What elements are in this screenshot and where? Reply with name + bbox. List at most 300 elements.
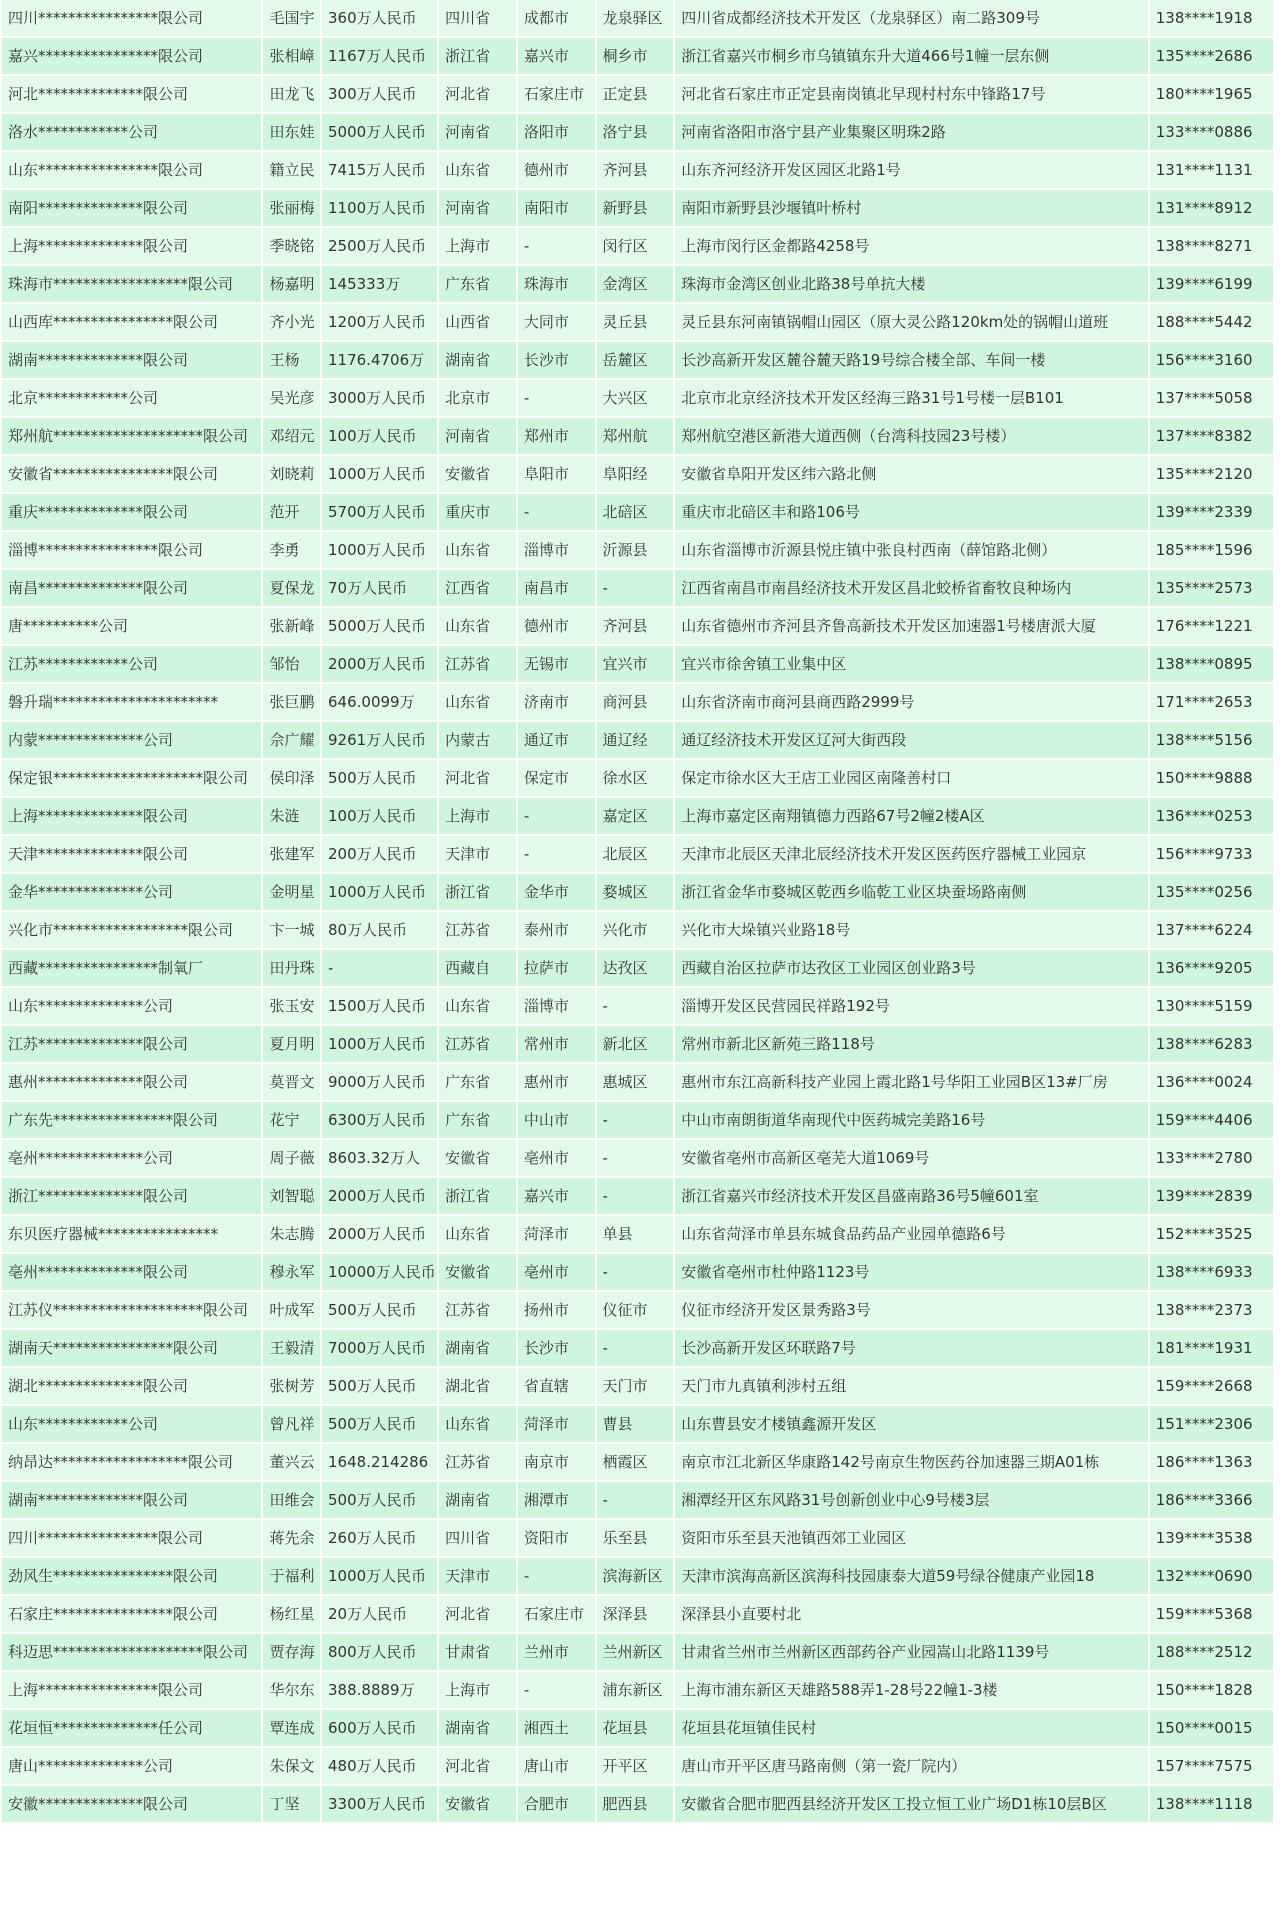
province-cell: 安徽省 — [439, 1254, 516, 1290]
legal-person-cell: 丁坚 — [263, 1786, 320, 1822]
registered-capital-cell: 500万人民币 — [322, 1482, 437, 1518]
address-cell: 湘潭经开区东风路31号创新创业中心9号楼3层 — [675, 1482, 1148, 1518]
legal-person-cell: 夏保龙 — [263, 570, 320, 606]
company-name-cell: 湖北**************限公司 — [2, 1368, 261, 1404]
district-cell: - — [597, 1482, 674, 1518]
city-cell: 保定市 — [518, 760, 595, 796]
company-name-cell: 四川****************限公司 — [2, 0, 261, 36]
legal-person-cell: 田东娃 — [263, 114, 320, 150]
district-cell: 沂源县 — [597, 532, 674, 568]
district-cell: 大兴区 — [597, 380, 674, 416]
phone-cell: 152****3525 — [1150, 1216, 1273, 1252]
table-row — [2, 646, 1273, 682]
address-cell: 重庆市北碚区丰和路106号 — [675, 494, 1148, 530]
address-cell: 山东省德州市齐河县齐鲁高新技术开发区加速器1号楼唐派大厦 — [675, 608, 1148, 644]
district-cell: 宜兴市 — [597, 646, 674, 682]
province-cell: 河北省 — [439, 1596, 516, 1632]
registered-capital-cell: 5000万人民币 — [322, 114, 437, 150]
phone-cell: 139****3538 — [1150, 1520, 1273, 1556]
address-cell: 甘肃省兰州市兰州新区西部药谷产业园嵩山北路1139号 — [675, 1634, 1148, 1670]
city-cell: 亳州市 — [518, 1254, 595, 1290]
registered-capital-cell: 360万人民币 — [322, 0, 437, 36]
table-row — [2, 608, 1273, 644]
legal-person-cell: 张丽梅 — [263, 190, 320, 226]
city-cell: 拉萨市 — [518, 950, 595, 986]
phone-cell: 135****2686 — [1150, 38, 1273, 74]
company-name-cell: 广东先****************限公司 — [2, 1102, 261, 1138]
address-cell: 天门市九真镇利涉村五组 — [675, 1368, 1148, 1404]
city-cell: 南昌市 — [518, 570, 595, 606]
phone-cell: 138****6933 — [1150, 1254, 1273, 1290]
province-cell: 浙江省 — [439, 874, 516, 910]
province-cell: 重庆市 — [439, 494, 516, 530]
address-cell: 安徽省阜阳开发区纬六路北侧 — [675, 456, 1148, 492]
phone-cell: 132****0690 — [1150, 1558, 1273, 1594]
legal-person-cell: 贾存海 — [263, 1634, 320, 1670]
legal-person-cell: 张相嶂 — [263, 38, 320, 74]
company-name-cell: 南昌**************限公司 — [2, 570, 261, 606]
legal-person-cell: 田龙飞 — [263, 76, 320, 112]
legal-person-cell: 朱保文 — [263, 1748, 320, 1784]
company-name-cell: 山东**************公司 — [2, 988, 261, 1024]
province-cell: 浙江省 — [439, 38, 516, 74]
registered-capital-cell: 20万人民币 — [322, 1596, 437, 1632]
company-name-cell: 嘉兴****************限公司 — [2, 38, 261, 74]
phone-cell: 130****5159 — [1150, 988, 1273, 1024]
legal-person-cell: 籍立民 — [263, 152, 320, 188]
city-cell: 长沙市 — [518, 1330, 595, 1366]
legal-person-cell: 李勇 — [263, 532, 320, 568]
table-row — [2, 1102, 1273, 1138]
address-cell: 南阳市新野县沙堰镇叶桥村 — [675, 190, 1148, 226]
city-cell: 金华市 — [518, 874, 595, 910]
province-cell: 北京市 — [439, 380, 516, 416]
table-row — [2, 1520, 1273, 1556]
address-cell: 资阳市乐至县天池镇西郊工业园区 — [675, 1520, 1148, 1556]
address-cell: 兴化市大垛镇兴业路18号 — [675, 912, 1148, 948]
table-row — [2, 722, 1273, 758]
city-cell: 珠海市 — [518, 266, 595, 302]
registered-capital-cell: 388.8889万 — [322, 1672, 437, 1708]
legal-person-cell: 曾凡祥 — [263, 1406, 320, 1442]
address-cell: 山东曹县安才楼镇鑫源开发区 — [675, 1406, 1148, 1442]
phone-cell: 136****0024 — [1150, 1064, 1273, 1100]
city-cell: 嘉兴市 — [518, 38, 595, 74]
registered-capital-cell: 2000万人民币 — [322, 646, 437, 682]
address-cell: 中山市南朗街道华南现代中医药城完美路16号 — [675, 1102, 1148, 1138]
address-cell: 安徽省亳州市高新区亳芜大道1069号 — [675, 1140, 1148, 1176]
registered-capital-cell: 7000万人民币 — [322, 1330, 437, 1366]
city-cell: - — [518, 228, 595, 264]
city-cell: 惠州市 — [518, 1064, 595, 1100]
company-name-cell: 保定银********************限公司 — [2, 760, 261, 796]
company-name-cell: 湖南**************限公司 — [2, 342, 261, 378]
phone-cell: 156****9733 — [1150, 836, 1273, 872]
province-cell: 天津市 — [439, 1558, 516, 1594]
phone-cell: 136****9205 — [1150, 950, 1273, 986]
phone-cell: 150****9888 — [1150, 760, 1273, 796]
registered-capital-cell: 2500万人民币 — [322, 228, 437, 264]
legal-person-cell: 刘智聪 — [263, 1178, 320, 1214]
phone-cell: 139****6199 — [1150, 266, 1273, 302]
registered-capital-cell: - — [322, 950, 437, 986]
table-row — [2, 114, 1273, 150]
district-cell: 惠城区 — [597, 1064, 674, 1100]
registered-capital-cell: 1100万人民币 — [322, 190, 437, 226]
legal-person-cell: 吴光彦 — [263, 380, 320, 416]
legal-person-cell: 季晓铭 — [263, 228, 320, 264]
city-cell: 大同市 — [518, 304, 595, 340]
table-row — [2, 684, 1273, 720]
province-cell: 广东省 — [439, 1102, 516, 1138]
district-cell: - — [597, 1178, 674, 1214]
phone-cell: 133****0886 — [1150, 114, 1273, 150]
company-name-cell: 花垣恒**************任公司 — [2, 1710, 261, 1746]
address-cell: 上海市浦东新区天雄路588弄1-28号22幢1-3楼 — [675, 1672, 1148, 1708]
registered-capital-cell: 646.0099万 — [322, 684, 437, 720]
legal-person-cell: 杨嘉明 — [263, 266, 320, 302]
district-cell: 开平区 — [597, 1748, 674, 1784]
phone-cell: 135****0256 — [1150, 874, 1273, 910]
registered-capital-cell: 1000万人民币 — [322, 532, 437, 568]
address-cell: 北京市北京经济技术开发区经海三路31号1号楼一层B101 — [675, 380, 1148, 416]
registered-capital-cell: 300万人民币 — [322, 76, 437, 112]
company-name-cell: 山东****************限公司 — [2, 152, 261, 188]
address-cell: 河南省洛阳市洛宁县产业集聚区明珠2路 — [675, 114, 1148, 150]
registered-capital-cell: 500万人民币 — [322, 1406, 437, 1442]
table-row — [2, 1482, 1273, 1518]
company-name-cell: 金华**************公司 — [2, 874, 261, 910]
legal-person-cell: 周子薇 — [263, 1140, 320, 1176]
legal-person-cell: 王杨 — [263, 342, 320, 378]
registered-capital-cell: 500万人民币 — [322, 1292, 437, 1328]
company-name-cell: 西藏****************制氧厂 — [2, 950, 261, 986]
table-row — [2, 1292, 1273, 1328]
district-cell: 单县 — [597, 1216, 674, 1252]
district-cell: 郑州航 — [597, 418, 674, 454]
city-cell: 南京市 — [518, 1444, 595, 1480]
company-name-cell: 唐**********公司 — [2, 608, 261, 644]
address-cell: 安徽省合肥市肥西县经济开发区工投立恒工业广场D1栋10层B区 — [675, 1786, 1148, 1822]
registered-capital-cell: 8603.32万人 — [322, 1140, 437, 1176]
district-cell: 花垣县 — [597, 1710, 674, 1746]
legal-person-cell: 张巨鹏 — [263, 684, 320, 720]
table-row — [2, 1330, 1273, 1366]
legal-person-cell: 佘广耀 — [263, 722, 320, 758]
district-cell: 肥西县 — [597, 1786, 674, 1822]
phone-cell: 138****5156 — [1150, 722, 1273, 758]
address-cell: 珠海市金湾区创业北路38号单抗大楼 — [675, 266, 1148, 302]
district-cell: 商河县 — [597, 684, 674, 720]
company-name-cell: 纳昂达******************限公司 — [2, 1444, 261, 1480]
phone-cell: 188****2512 — [1150, 1634, 1273, 1670]
company-name-cell: 江苏**************限公司 — [2, 1026, 261, 1062]
district-cell: 婺城区 — [597, 874, 674, 910]
province-cell: 西藏自 — [439, 950, 516, 986]
address-cell: 天津市北辰区天津北辰经济技术开发区医药医疗器械工业园京 — [675, 836, 1148, 872]
district-cell: 灵丘县 — [597, 304, 674, 340]
province-cell: 山东省 — [439, 608, 516, 644]
phone-cell: 151****2306 — [1150, 1406, 1273, 1442]
phone-cell: 150****1828 — [1150, 1672, 1273, 1708]
province-cell: 江苏省 — [439, 1292, 516, 1328]
city-cell: 南阳市 — [518, 190, 595, 226]
company-name-cell: 天津**************限公司 — [2, 836, 261, 872]
legal-person-cell: 莫晋文 — [263, 1064, 320, 1100]
province-cell: 山东省 — [439, 1406, 516, 1442]
province-cell: 江西省 — [439, 570, 516, 606]
registered-capital-cell: 800万人民币 — [322, 1634, 437, 1670]
province-cell: 河南省 — [439, 190, 516, 226]
province-cell: 河南省 — [439, 114, 516, 150]
table-row — [2, 1368, 1273, 1404]
province-cell: 浙江省 — [439, 1178, 516, 1214]
company-name-cell: 浙江**************限公司 — [2, 1178, 261, 1214]
table-row — [2, 874, 1273, 910]
registered-capital-cell: 145333万 — [322, 266, 437, 302]
phone-cell: 136****0253 — [1150, 798, 1273, 834]
company-name-cell: 重庆**************限公司 — [2, 494, 261, 530]
table-row — [2, 1558, 1273, 1594]
province-cell: 内蒙古 — [439, 722, 516, 758]
address-cell: 浙江省嘉兴市桐乡市乌镇镇东升大道466号1幢一层东侧 — [675, 38, 1148, 74]
phone-cell: 131****1131 — [1150, 152, 1273, 188]
registered-capital-cell: 6300万人民币 — [322, 1102, 437, 1138]
district-cell: 新北区 — [597, 1026, 674, 1062]
legal-person-cell: 齐小光 — [263, 304, 320, 340]
company-name-cell: 上海**************限公司 — [2, 798, 261, 834]
registered-capital-cell: 3000万人民币 — [322, 380, 437, 416]
province-cell: 湖南省 — [439, 1482, 516, 1518]
table-row — [2, 266, 1273, 302]
district-cell: 兰州新区 — [597, 1634, 674, 1670]
district-cell: - — [597, 1254, 674, 1290]
legal-person-cell: 田丹珠 — [263, 950, 320, 986]
district-cell: 齐河县 — [597, 152, 674, 188]
company-name-cell: 湖南**************限公司 — [2, 1482, 261, 1518]
province-cell: 山西省 — [439, 304, 516, 340]
registered-capital-cell: 5000万人民币 — [322, 608, 437, 644]
city-cell: 成都市 — [518, 0, 595, 36]
company-name-cell: 安徽**************限公司 — [2, 1786, 261, 1822]
registered-capital-cell: 10000万人民币 — [322, 1254, 437, 1290]
legal-person-cell: 叶成军 — [263, 1292, 320, 1328]
city-cell: 唐山市 — [518, 1748, 595, 1784]
phone-cell: 138****1918 — [1150, 0, 1273, 36]
address-cell: 山东省淄博市沂源县悦庄镇中张良村西南（薛馆路北侧） — [675, 532, 1148, 568]
table-row — [2, 988, 1273, 1024]
address-cell: 河北省石家庄市正定县南岗镇北早现村村东中锋路17号 — [675, 76, 1148, 112]
company-name-cell: 亳州**************公司 — [2, 1140, 261, 1176]
table-row — [2, 190, 1273, 226]
phone-cell: 138****1118 — [1150, 1786, 1273, 1822]
legal-person-cell: 张建军 — [263, 836, 320, 872]
registered-capital-cell: 80万人民币 — [322, 912, 437, 948]
table-row — [2, 1254, 1273, 1290]
company-name-cell: 珠海市******************限公司 — [2, 266, 261, 302]
table-row — [2, 760, 1273, 796]
district-cell: 滨海新区 — [597, 1558, 674, 1594]
province-cell: 山东省 — [439, 532, 516, 568]
legal-person-cell: 范开 — [263, 494, 320, 530]
city-cell: 嘉兴市 — [518, 1178, 595, 1214]
province-cell: 安徽省 — [439, 1786, 516, 1822]
address-cell: 淄博开发区民营园民祥路192号 — [675, 988, 1148, 1024]
phone-cell: 159****5368 — [1150, 1596, 1273, 1632]
province-cell: 天津市 — [439, 836, 516, 872]
province-cell: 上海市 — [439, 228, 516, 264]
city-cell: 洛阳市 — [518, 114, 595, 150]
address-cell: 四川省成都经济技术开发区（龙泉驿区）南二路309号 — [675, 0, 1148, 36]
district-cell: - — [597, 1330, 674, 1366]
province-cell: 河北省 — [439, 1748, 516, 1784]
company-name-cell: 惠州**************限公司 — [2, 1064, 261, 1100]
address-cell: 保定市徐水区大王店工业园区南隆善村口 — [675, 760, 1148, 796]
registered-capital-cell: 600万人民币 — [322, 1710, 437, 1746]
table-row — [2, 1178, 1273, 1214]
city-cell: 长沙市 — [518, 342, 595, 378]
phone-cell: 138****2373 — [1150, 1292, 1273, 1328]
district-cell: 北辰区 — [597, 836, 674, 872]
address-cell: 上海市闵行区金都路4258号 — [675, 228, 1148, 264]
legal-person-cell: 夏月明 — [263, 1026, 320, 1062]
city-cell: 淄博市 — [518, 988, 595, 1024]
legal-person-cell: 张树芳 — [263, 1368, 320, 1404]
legal-person-cell: 王毅清 — [263, 1330, 320, 1366]
district-cell: 岳麓区 — [597, 342, 674, 378]
company-name-cell: 山西库****************限公司 — [2, 304, 261, 340]
company-name-cell: 磐升瑞********************** — [2, 684, 261, 720]
province-cell: 广东省 — [439, 1064, 516, 1100]
company-name-cell: 石家庄****************限公司 — [2, 1596, 261, 1632]
address-cell: 江西省南昌市南昌经济技术开发区昌北蛟桥省畜牧良种场内 — [675, 570, 1148, 606]
table-row — [2, 950, 1273, 986]
phone-cell: 159****2668 — [1150, 1368, 1273, 1404]
company-name-cell: 江苏************公司 — [2, 646, 261, 682]
registered-capital-cell: 260万人民币 — [322, 1520, 437, 1556]
table-row — [2, 798, 1273, 834]
table-row — [2, 342, 1273, 378]
city-cell: 扬州市 — [518, 1292, 595, 1328]
table-row — [2, 456, 1273, 492]
legal-person-cell: 田维会 — [263, 1482, 320, 1518]
registered-capital-cell: 500万人民币 — [322, 1368, 437, 1404]
table-row — [2, 38, 1273, 74]
province-cell: 四川省 — [439, 1520, 516, 1556]
city-cell: 菏泽市 — [518, 1406, 595, 1442]
district-cell: 栖霞区 — [597, 1444, 674, 1480]
legal-person-cell: 侯印泽 — [263, 760, 320, 796]
registered-capital-cell: 500万人民币 — [322, 760, 437, 796]
table-row — [2, 1748, 1273, 1784]
registered-capital-cell: 5700万人民币 — [322, 494, 437, 530]
address-cell: 深泽县小直要村北 — [675, 1596, 1148, 1632]
table-body — [2, 0, 1273, 1822]
city-cell: 亳州市 — [518, 1140, 595, 1176]
address-cell: 惠州市东江高新科技产业园上霞北路1号华阳工业园B区13#厂房 — [675, 1064, 1148, 1100]
city-cell: 兰州市 — [518, 1634, 595, 1670]
province-cell: 湖南省 — [439, 1330, 516, 1366]
company-name-cell: 北京************公司 — [2, 380, 261, 416]
city-cell: 泰州市 — [518, 912, 595, 948]
registered-capital-cell: 200万人民币 — [322, 836, 437, 872]
legal-person-cell: 蒋先余 — [263, 1520, 320, 1556]
address-cell: 山东齐河经济开发区园区北路1号 — [675, 152, 1148, 188]
registered-capital-cell: 1000万人民币 — [322, 1026, 437, 1062]
company-name-cell: 河北**************限公司 — [2, 76, 261, 112]
table-row — [2, 418, 1273, 454]
registered-capital-cell: 3300万人民币 — [322, 1786, 437, 1822]
district-cell: - — [597, 988, 674, 1024]
district-cell: 龙泉驿区 — [597, 0, 674, 36]
address-cell: 仪征市经济开发区景秀路3号 — [675, 1292, 1148, 1328]
city-cell: 湘西土 — [518, 1710, 595, 1746]
table-row — [2, 494, 1273, 530]
address-cell: 天津市滨海高新区滨海科技园康泰大道59号绿谷健康产业园18 — [675, 1558, 1148, 1594]
address-cell: 上海市嘉定区南翔镇德力西路67号2幢2楼A区 — [675, 798, 1148, 834]
province-cell: 江苏省 — [439, 912, 516, 948]
city-cell: 合肥市 — [518, 1786, 595, 1822]
company-name-cell: 内蒙**************公司 — [2, 722, 261, 758]
city-cell: 阜阳市 — [518, 456, 595, 492]
province-cell: 江苏省 — [439, 1444, 516, 1480]
province-cell: 湖南省 — [439, 1710, 516, 1746]
legal-person-cell: 卞一城 — [263, 912, 320, 948]
table-row — [2, 380, 1273, 416]
address-cell: 长沙高新开发区麓谷麓天路19号综合楼全部、车间一楼 — [675, 342, 1148, 378]
company-name-cell: 上海****************限公司 — [2, 1672, 261, 1708]
legal-person-cell: 董兴云 — [263, 1444, 320, 1480]
city-cell: 菏泽市 — [518, 1216, 595, 1252]
city-cell: 石家庄市 — [518, 1596, 595, 1632]
province-cell: 河南省 — [439, 418, 516, 454]
province-cell: 上海市 — [439, 1672, 516, 1708]
company-name-cell: 山东************公司 — [2, 1406, 261, 1442]
district-cell: 仪征市 — [597, 1292, 674, 1328]
province-cell: 山东省 — [439, 988, 516, 1024]
company-name-cell: 亳州**************限公司 — [2, 1254, 261, 1290]
city-cell: - — [518, 798, 595, 834]
city-cell: 省直辖 — [518, 1368, 595, 1404]
city-cell: - — [518, 380, 595, 416]
province-cell: 江苏省 — [439, 1026, 516, 1062]
address-cell: 郑州航空港区新港大道西侧（台湾科技园23号楼） — [675, 418, 1148, 454]
table-row — [2, 152, 1273, 188]
company-name-cell: 郑州航********************限公司 — [2, 418, 261, 454]
company-name-cell: 南阳**************限公司 — [2, 190, 261, 226]
registered-capital-cell: 1648.214286 — [322, 1444, 437, 1480]
table-row — [2, 1140, 1273, 1176]
table-row — [2, 570, 1273, 606]
table-row — [2, 228, 1273, 264]
city-cell: 石家庄市 — [518, 76, 595, 112]
legal-person-cell: 朱涟 — [263, 798, 320, 834]
legal-person-cell: 毛国宇 — [263, 0, 320, 36]
province-cell: 江苏省 — [439, 646, 516, 682]
legal-person-cell: 朱志腾 — [263, 1216, 320, 1252]
phone-cell: 137****8382 — [1150, 418, 1273, 454]
registered-capital-cell: 70万人民币 — [322, 570, 437, 606]
city-cell: - — [518, 494, 595, 530]
company-name-cell: 湖南天****************限公司 — [2, 1330, 261, 1366]
phone-cell: 171****2653 — [1150, 684, 1273, 720]
address-cell: 西藏自治区拉萨市达孜区工业园区创业路3号 — [675, 950, 1148, 986]
address-cell: 南京市江北新区华康路142号南京生物医药谷加速器三期A01栋 — [675, 1444, 1148, 1480]
phone-cell: 176****1221 — [1150, 608, 1273, 644]
legal-person-cell: 张玉安 — [263, 988, 320, 1024]
phone-cell: 157****7575 — [1150, 1748, 1273, 1784]
legal-person-cell: 邹怡 — [263, 646, 320, 682]
